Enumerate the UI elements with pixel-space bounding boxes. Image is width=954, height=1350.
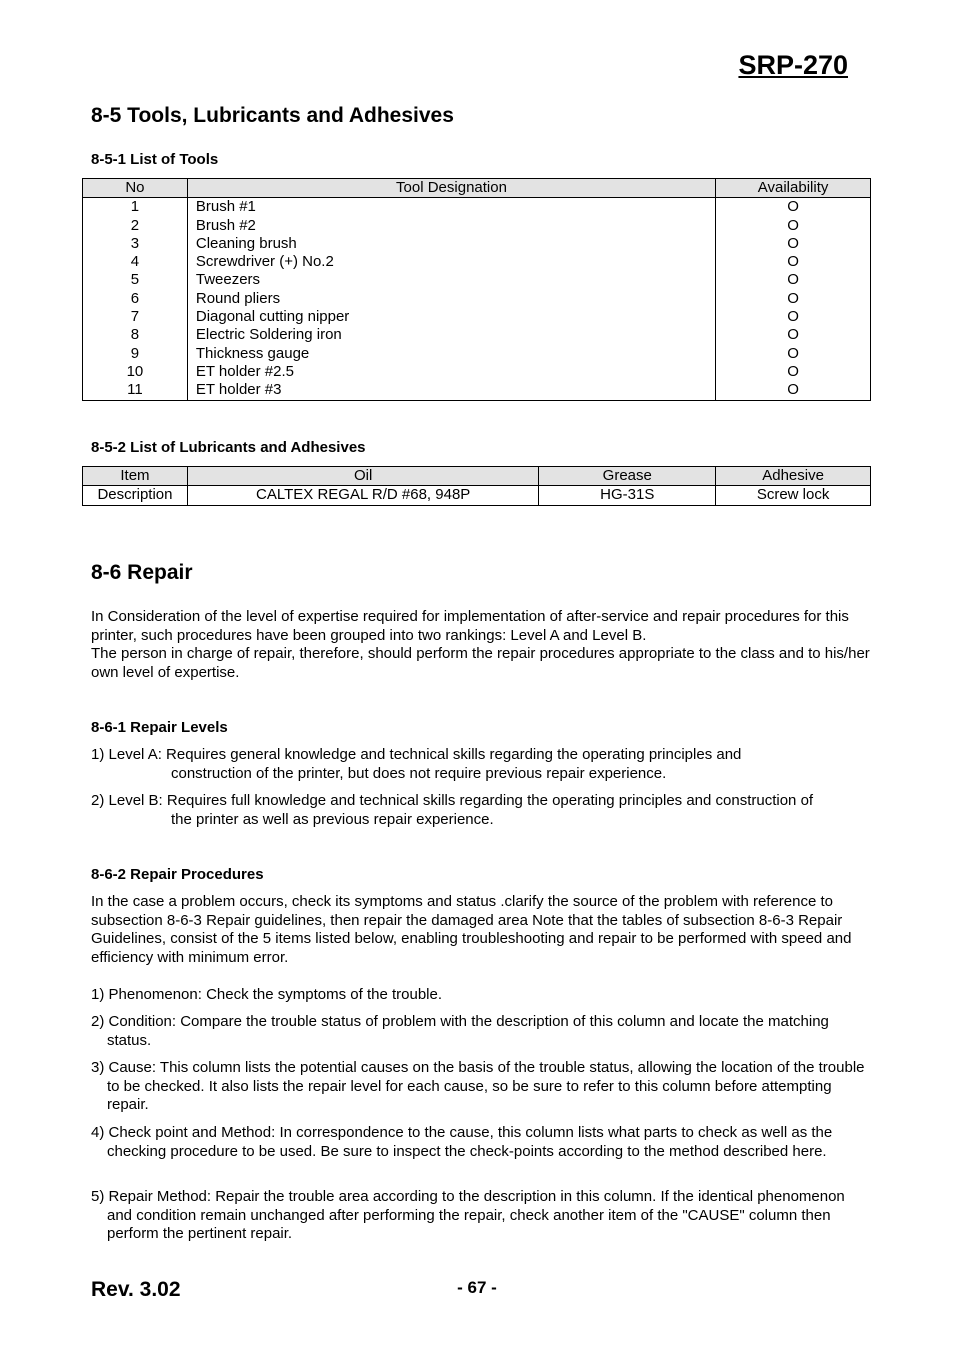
- section-85-heading: 8-5 Tools, Lubricants and Adhesives: [91, 104, 454, 127]
- table-cell: 6: [83, 290, 188, 308]
- table-cell: O: [716, 345, 871, 363]
- procedure-item: 4) Check point and Method: In correspondence to the cause, this column lists what parts to check as well as the checking procedure to be used. Be sure to inspect the check-points according to the method described here.: [91, 1124, 833, 1160]
- table-cell: O: [716, 381, 871, 400]
- column-header-adhesive: Adhesive: [716, 467, 871, 486]
- repair-procedures-heading: 8-6-2 Repair Procedures: [91, 866, 264, 883]
- level-a-text: 1) Level A: Requires general knowledge and technical skills regarding the operating principles and: [91, 746, 742, 763]
- table-cell: O: [716, 363, 871, 381]
- table-cell: Thickness gauge: [187, 345, 715, 363]
- table-cell: 1: [83, 198, 188, 217]
- column-header-oil: Oil: [187, 467, 538, 486]
- table-row: [83, 271, 871, 289]
- table-cell: O: [716, 326, 871, 344]
- repair-procedures-intro: In the case a problem occurs, check its symptoms and status .clarify the source of the problem with reference to subsection 8-6-3 Repair guidelines, then repair the damaged area Note that the tables of subsection 8-6-3 Repair Guidelines, consist of the 5 items listed below, enabling troubleshooting and repair to be performed with speed and efficiency with minimum error.: [91, 893, 852, 966]
- tools-list-heading: 8-5-1 List of Tools: [91, 151, 219, 168]
- column-header-no: No: [83, 179, 188, 198]
- table-row: [83, 217, 871, 235]
- table-cell: 8: [83, 326, 188, 344]
- column-header-availability: Availability: [716, 179, 871, 198]
- table-cell: Round pliers: [187, 290, 715, 308]
- document-model-title: SRP-270: [738, 50, 848, 80]
- table-cell: Diagonal cutting nipper: [187, 308, 715, 326]
- table-row: [83, 290, 871, 308]
- table-cell: O: [716, 308, 871, 326]
- table-cell: O: [716, 271, 871, 289]
- table-cell: 9: [83, 345, 188, 363]
- table-cell: Cleaning brush: [187, 235, 715, 253]
- table-cell: 2: [83, 217, 188, 235]
- table-cell: HG-31S: [539, 486, 716, 505]
- table-cell: O: [716, 217, 871, 235]
- lubricants-list-heading: 8-5-2 List of Lubricants and Adhesives: [91, 439, 366, 456]
- repair-level-a: [91, 746, 871, 783]
- column-header-item: Item: [83, 467, 188, 486]
- lubricants-table: [82, 466, 871, 506]
- table-row: [83, 363, 871, 381]
- table-cell: O: [716, 290, 871, 308]
- table-cell: Electric Soldering iron: [187, 326, 715, 344]
- table-cell: Tweezers: [187, 271, 715, 289]
- level-a-continuation: construction of the printer, but does not require previous repair experience.: [171, 764, 667, 782]
- repair-intro-line-2: The person in charge of repair, therefore, should perform the repair procedures appropriate to the class and to his/her own level of expertise.: [91, 645, 870, 681]
- table-cell: ET holder #2.5: [187, 363, 715, 381]
- table-row: [83, 253, 871, 271]
- column-header-tool-designation: Tool Designation: [187, 179, 715, 198]
- table-row: [83, 381, 871, 400]
- table-cell: Brush #1: [187, 198, 715, 217]
- table-row: [83, 345, 871, 363]
- procedure-item: 5) Repair Method: Repair the trouble area according to the description in this column. If the identical phenomenon and condition remain unchanged after performing the repair, check another item of the "CAUSE" column then perform the pertinent repair.: [91, 1188, 845, 1242]
- lubricants-table-header: [83, 467, 871, 486]
- table-cell: Screw lock: [716, 486, 871, 505]
- level-b-continuation: the printer as well as previous repair experience.: [171, 810, 494, 828]
- table-cell: 5: [83, 271, 188, 289]
- table-cell: 11: [83, 381, 188, 400]
- section-86-heading: 8-6 Repair: [91, 561, 193, 584]
- page-number: - 67 -: [457, 1278, 497, 1297]
- table-row: [83, 326, 871, 344]
- table-cell: 10: [83, 363, 188, 381]
- table-cell: O: [716, 235, 871, 253]
- repair-level-b: [91, 792, 871, 829]
- table-cell: 7: [83, 308, 188, 326]
- column-header-grease: Grease: [539, 467, 716, 486]
- table-cell: 4: [83, 253, 188, 271]
- repair-levels-heading: 8-6-1 Repair Levels: [91, 719, 228, 736]
- table-cell: ET holder #3: [187, 381, 715, 400]
- table-row: [83, 198, 871, 217]
- table-row: [83, 486, 871, 505]
- table-cell: Brush #2: [187, 217, 715, 235]
- table-cell: Screwdriver (+) No.2: [187, 253, 715, 271]
- table-cell: 3: [83, 235, 188, 253]
- level-b-text: 2) Level B: Requires full knowledge and technical skills regarding the operating principles and construction of: [91, 792, 814, 809]
- procedure-item: 1) Phenomenon: Check the symptoms of the trouble.: [91, 986, 443, 1003]
- repair-intro-paragraph: [91, 608, 871, 682]
- table-cell: Description: [83, 486, 188, 505]
- table-cell: O: [716, 253, 871, 271]
- revision-label: Rev. 3.02: [91, 1278, 181, 1301]
- procedure-item: 2) Condition: Compare the trouble status of problem with the description of this column and locate the matching status.: [91, 1013, 829, 1049]
- repair-intro-line-1: In Consideration of the level of expertise required for implementation of after-service and repair procedures for this printer, such procedures have been grouped into two rankings: Level A and Level B.: [91, 608, 849, 644]
- table-row: [83, 235, 871, 253]
- table-row: [83, 308, 871, 326]
- table-cell: CALTEX REGAL R/D #68, 948P: [187, 486, 538, 505]
- tools-table-header: [83, 179, 871, 198]
- table-cell: O: [716, 198, 871, 217]
- tools-table: [82, 178, 871, 401]
- procedure-item: 3) Cause: This column lists the potential causes on the basis of the trouble status, allowing the location of the trouble to be checked. It also lists the repair level for each cause, so be sure to refer to this column before attempting repair.: [91, 1059, 865, 1113]
